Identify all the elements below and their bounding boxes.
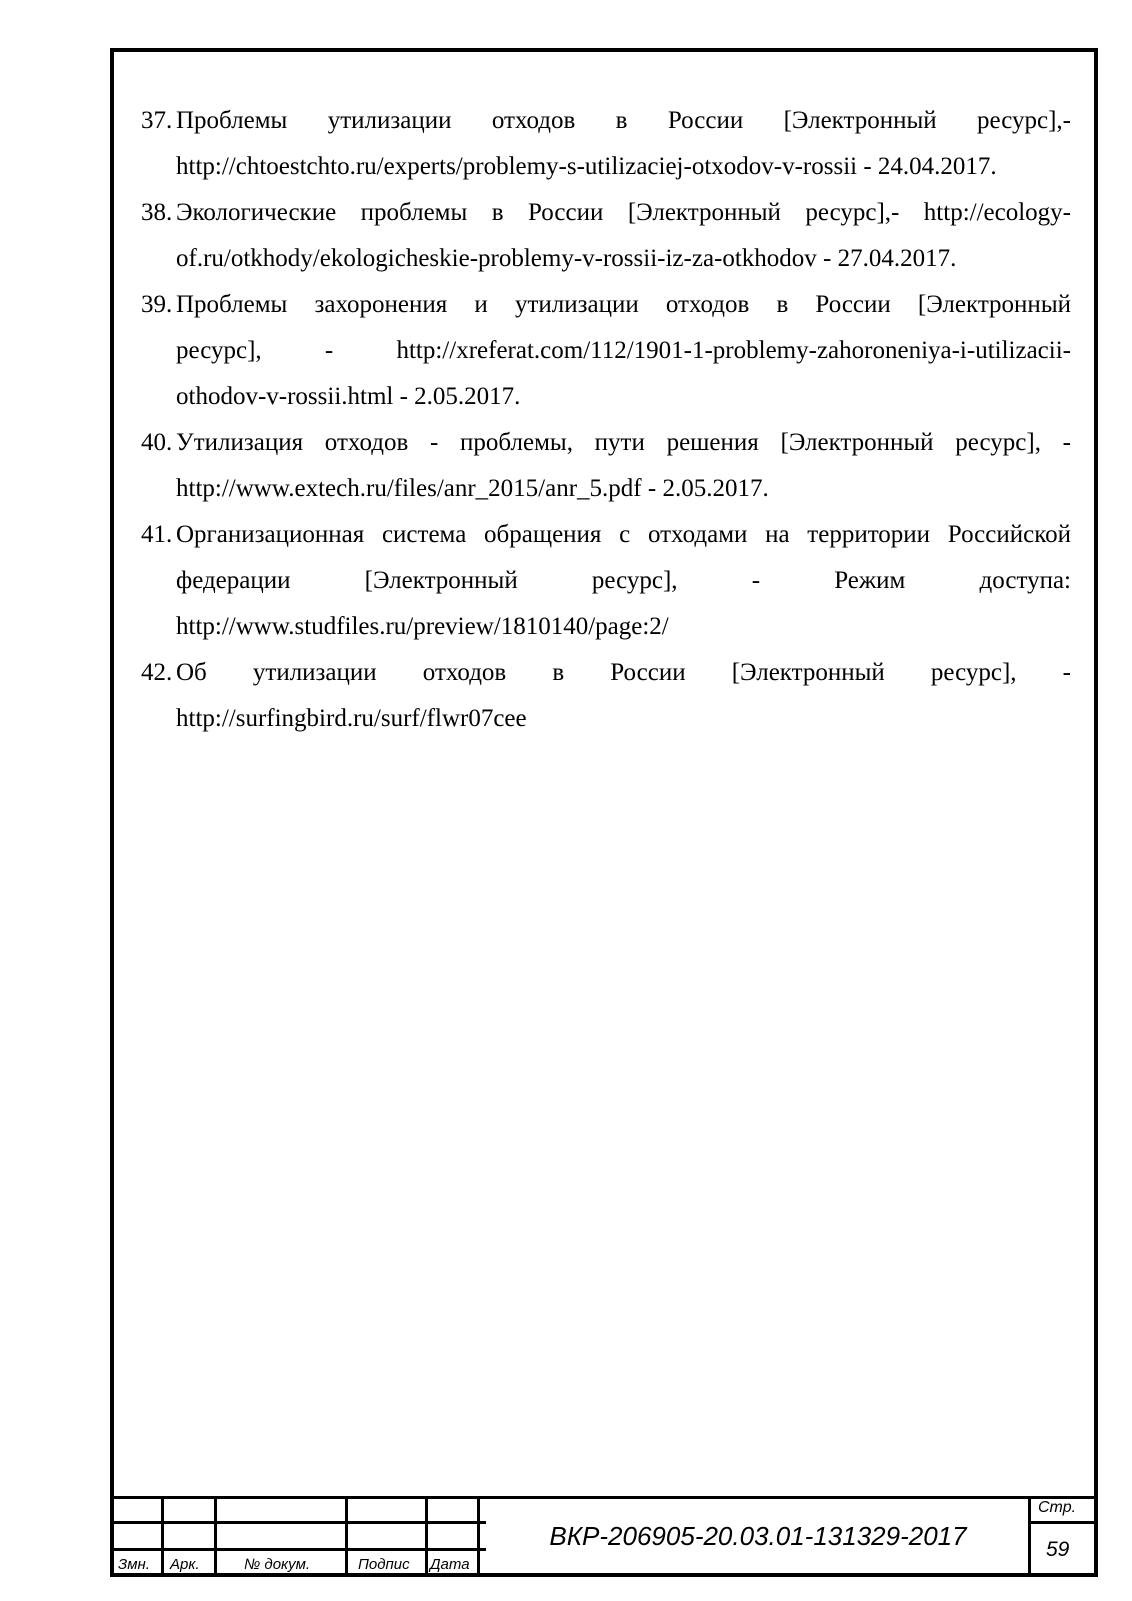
title-block <box>110 1496 1098 1577</box>
reference-number: 40. <box>141 429 173 456</box>
reference-number: 39. <box>141 291 173 318</box>
col-label-doc: № докум. <box>244 1556 311 1573</box>
reference-item <box>141 650 1071 742</box>
reference-item <box>141 512 1071 650</box>
reference-text <box>176 650 1071 742</box>
reference-line: Проблемы утилизации отходов в России [Электронный ресурс],- <box>176 107 1071 134</box>
reference-line: http://chtoestchto.ru/experts/problemy-s-utilizaciej-otxodov-v-rossii - 24.04.2017. <box>176 153 997 180</box>
page-label: Стр. <box>1038 1499 1077 1516</box>
reference-line: Организационная система обращения с отходами на территории Российской <box>176 521 1071 548</box>
reference-number: 38. <box>141 199 173 226</box>
reference-line: Проблемы захоронения и утилизации отходов в России [Электронный <box>176 291 1071 318</box>
reference-number: 41. <box>141 521 173 548</box>
reference-line: http://surfingbird.ru/surf/flwr07cee <box>176 705 527 732</box>
reference-number: 42. <box>141 659 173 686</box>
reference-line: othodov-v-rossii.html - 2.05.2017. <box>176 383 521 410</box>
col-divider-5 <box>477 1496 480 1577</box>
document-code: ВКР-206905-20.03.01-131329-2017 <box>549 1521 967 1551</box>
reference-line: http://www.extech.ru/files/anr_2015/anr_5.pdf - 2.05.2017. <box>176 475 769 502</box>
reference-item <box>141 282 1071 420</box>
reference-line: Экологические проблемы в России [Электронный ресурс],- http://ecology- <box>176 199 1071 226</box>
reference-item <box>141 98 1071 190</box>
page-cell-divider <box>1031 1521 1098 1524</box>
reference-text <box>176 190 1071 282</box>
col-label-list: Арк. <box>170 1556 200 1573</box>
reference-text <box>176 420 1071 512</box>
title-block-row-line-2 <box>110 1548 486 1551</box>
col-label-date: Дата <box>430 1556 470 1573</box>
col-label-izm: Змн. <box>118 1556 150 1573</box>
col-label-sign: Подпис <box>358 1556 410 1573</box>
reference-line: ресурс], - http://xreferat.com/112/1901-1-problemy-zahoroneniya-i-utilizacii- <box>176 337 1071 364</box>
col-divider-4 <box>425 1496 428 1577</box>
page-number: 59 <box>1046 1538 1070 1561</box>
reference-text <box>176 98 1071 190</box>
reference-line: федерации [Электронный ресурс], - Режим доступа: <box>176 567 1071 594</box>
reference-line: Об утилизации отходов в России [Электронный ресурс], - <box>176 659 1071 686</box>
reference-line: http://www.studfiles.ru/preview/1810140/page:2/ <box>176 613 669 640</box>
reference-number: 37. <box>141 107 173 134</box>
reference-line: Утилизация отходов - проблемы, пути решения [Электронный ресурс], - <box>176 429 1071 456</box>
reference-line: of.ru/otkhody/ekologicheskie-problemy-v-rossii-iz-za-otkhodov - 27.04.2017. <box>176 245 957 272</box>
col-divider-1 <box>161 1496 164 1577</box>
reference-text <box>176 512 1071 650</box>
title-block-row-line-1 <box>110 1521 486 1524</box>
col-divider-3 <box>345 1496 348 1577</box>
reference-item <box>141 190 1071 282</box>
reference-item <box>141 420 1071 512</box>
reference-list <box>141 98 1071 742</box>
col-divider-2 <box>214 1496 217 1577</box>
reference-text <box>176 282 1071 420</box>
